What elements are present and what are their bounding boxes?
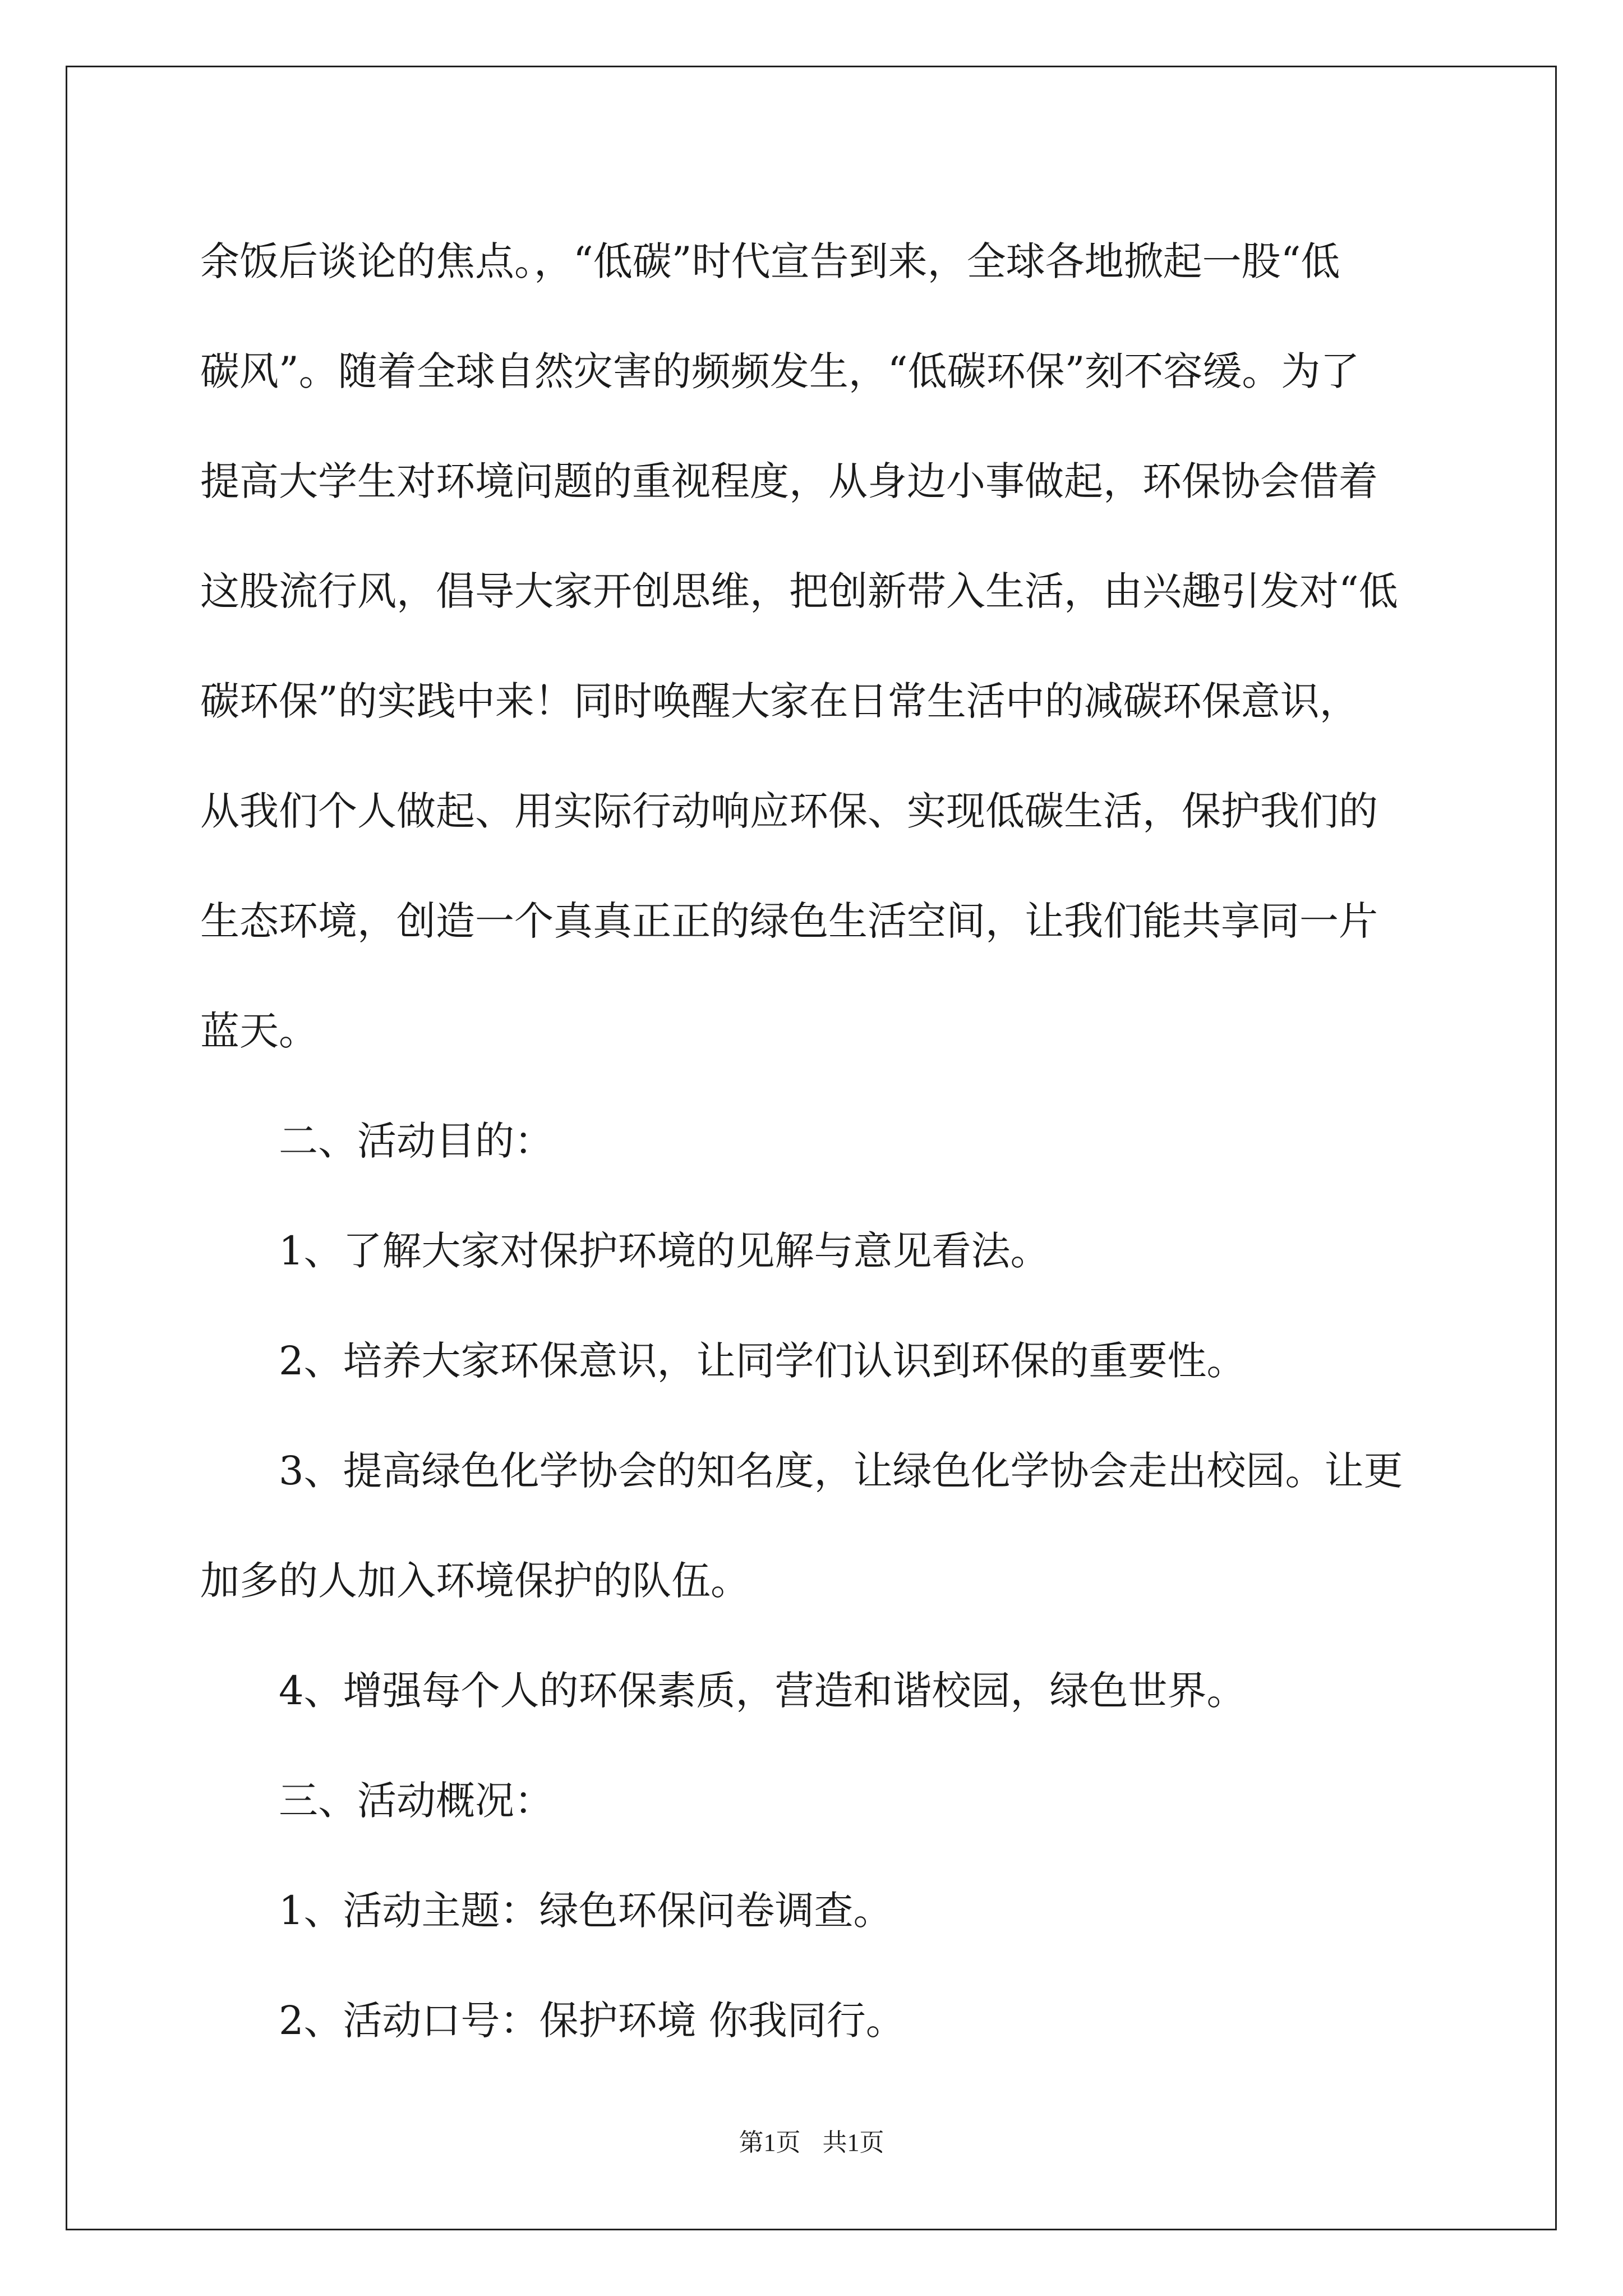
goal-item: 4、增强每个人的环保素质，营造和谐校园，绿色世界。 xyxy=(279,1668,1246,1714)
intro-line: 从我们个人做起、用实际行动响应环保、实现低碳生活，保护我们的 xyxy=(200,788,1378,834)
goal-item: 2、培养大家环保意识，让同学们认识到环保的重要性。 xyxy=(279,1338,1246,1384)
overview-item: 1、活动主题：绿色环保问卷调查。 xyxy=(279,1888,893,1934)
intro-line: 碳风”。随着全球自然灾害的频频发生，“低碳环保”刻不容缓。为了 xyxy=(200,348,1360,394)
intro-line: 蓝天。 xyxy=(200,1008,318,1054)
goal-item: 1、了解大家对保护环境的见解与意见看法。 xyxy=(279,1228,1050,1274)
section-heading-overview: 三、活动概况： xyxy=(279,1778,554,1824)
intro-line: 这股流行风，倡导大家开创思维，把创新带入生活，由兴趣引发对“低 xyxy=(200,568,1398,614)
page-total: 共1页 xyxy=(822,2129,884,2156)
intro-line: 余饭后谈论的焦点。，“低碳”时代宣告到来，全球各地掀起一股“低 xyxy=(200,238,1340,284)
page-number: 第1页 xyxy=(739,2129,801,2156)
intro-line: 碳环保”的实践中来！同时唤醒大家在日常生活中的减碳环保意识， xyxy=(200,678,1359,724)
goal-item: 3、提高绿色化学协会的知名度，让绿色化学协会走出校园。让更 xyxy=(279,1448,1403,1494)
goal-item-continuation: 加多的人加入环境保护的队伍。 xyxy=(200,1558,750,1604)
intro-line: 提高大学生对环境问题的重视程度，从身边小事做起，环保协会借着 xyxy=(200,458,1378,504)
overview-item: 2、活动口号：保护环境 你我同行。 xyxy=(279,1998,905,2044)
document-body xyxy=(200,206,1434,2076)
section-heading-goals: 二、活动目的： xyxy=(279,1118,554,1164)
intro-line: 生态环境，创造一个真真正正的绿色生活空间，让我们能共享同一片 xyxy=(200,898,1378,944)
page-footer xyxy=(0,2126,1623,2160)
